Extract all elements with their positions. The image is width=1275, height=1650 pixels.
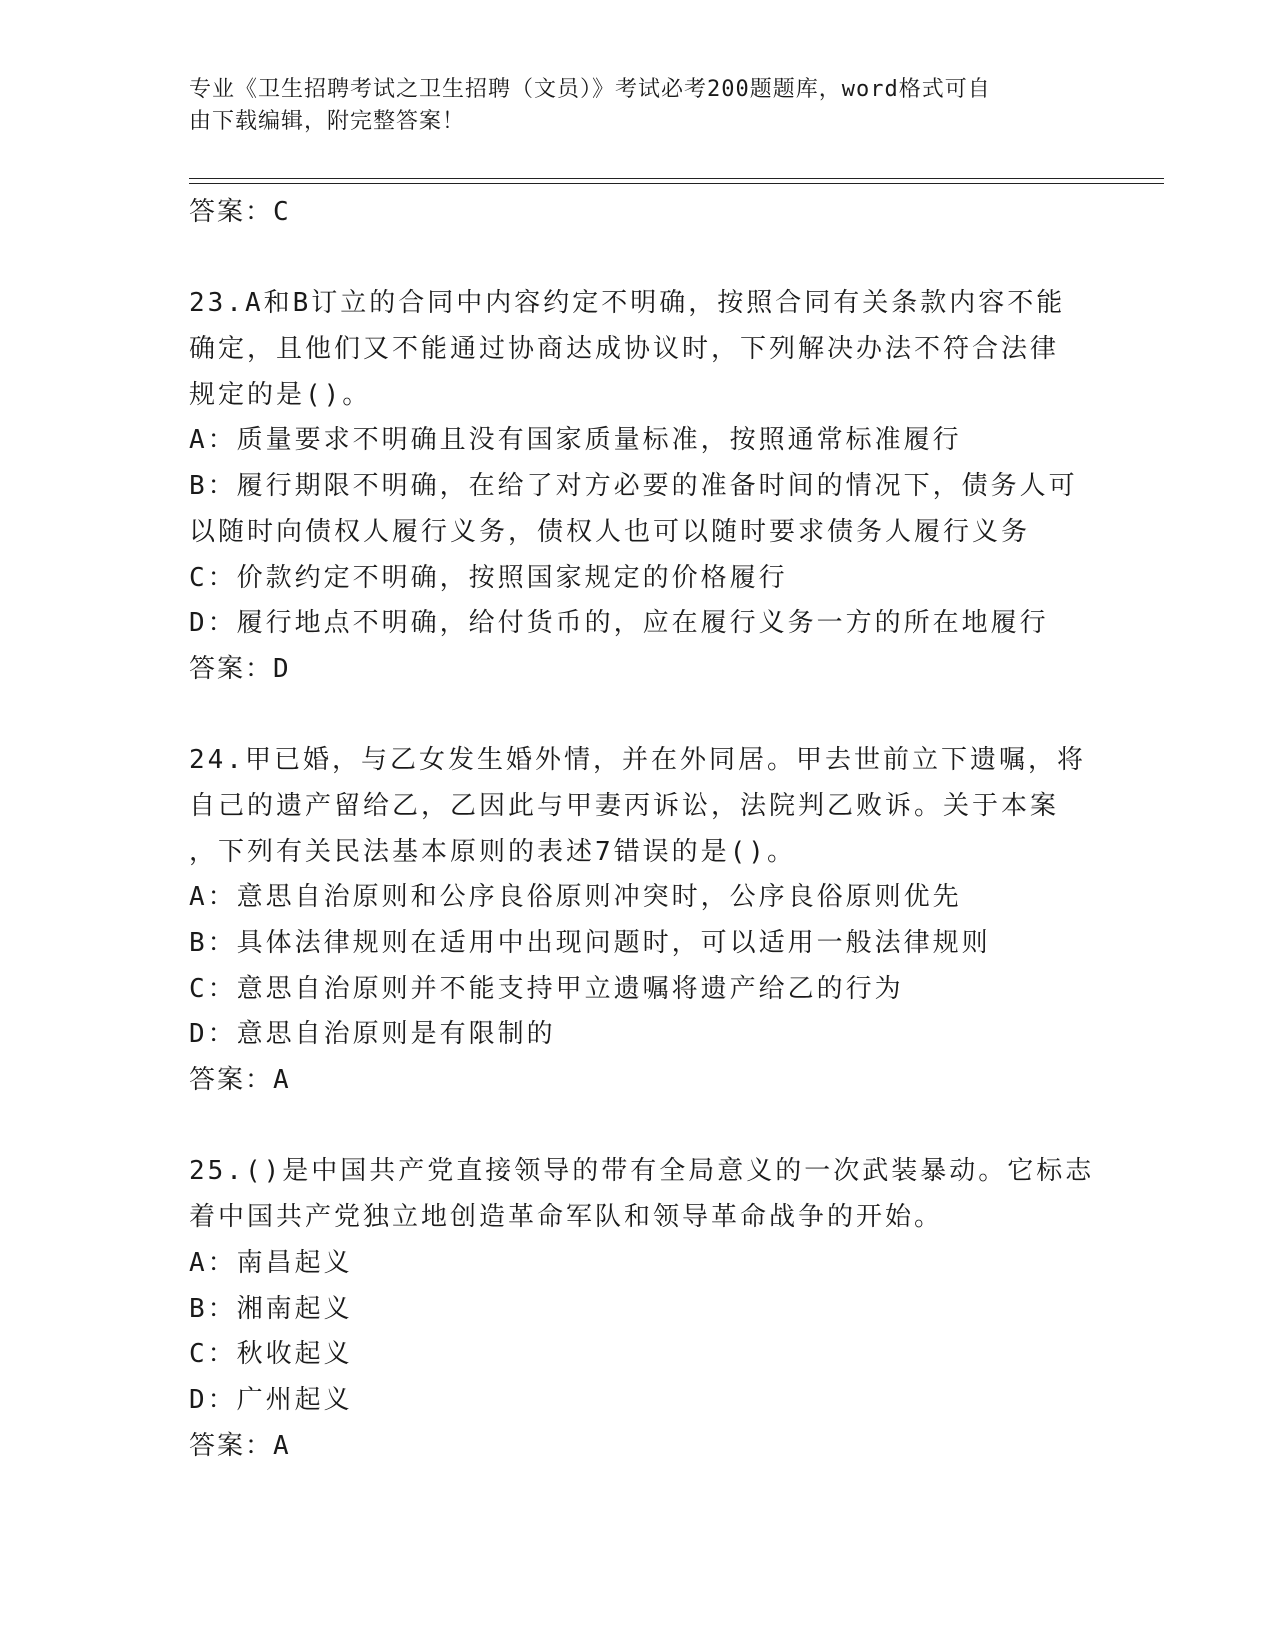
option-a: A：质量要求不明确且没有国家质量标准，按照通常标准履行 [189, 425, 962, 456]
question-stem-line: 25.()是中国共产党直接领导的带有全局意义的一次武装暴动。它标志 [189, 1156, 1095, 1187]
question-stem-line: 着中国共产党独立地创造革命军队和领导革命战争的开始。 [189, 1202, 944, 1233]
previous-answer: 答案：C [189, 197, 291, 227]
header-divider-top [189, 178, 1164, 179]
option-b: B：履行期限不明确，在给了对方必要的准备时间的情况下，债务人可 [189, 471, 1078, 502]
option-b-continued: 以随时向债权人履行义务，债权人也可以随时要求债务人履行义务 [189, 516, 1031, 547]
spacer [189, 1104, 1084, 1150]
document-body [189, 190, 1095, 1469]
question-stem-line: 规定的是()。 [189, 379, 372, 410]
option-c: C：秋收起义 [189, 1339, 353, 1370]
page-header [189, 74, 1079, 138]
question-stem-line: 24.甲已婚，与乙女发生婚外情，并在外同居。甲去世前立下遗嘱，将 [189, 745, 1086, 776]
option-c: C：价款约定不明确，按照国家规定的价格履行 [189, 562, 788, 593]
option-d: D：意思自治原则是有限制的 [189, 1019, 556, 1050]
option-d: D：履行地点不明确，给付货币的，应在履行义务一方的所在地履行 [189, 608, 1049, 639]
answer-label: 答案：D [189, 653, 291, 684]
option-a: A：意思自治原则和公序良俗原则冲突时，公序良俗原则优先 [189, 882, 962, 913]
spacer [189, 693, 1084, 739]
answer-label: 答案：A [189, 1430, 291, 1461]
question-stem-line: 自己的遗产留给乙，乙因此与甲妻丙诉讼，法院判乙败诉。关于本案 [189, 790, 1060, 821]
option-b: B：湘南起义 [189, 1293, 353, 1324]
option-b: B：具体法律规则在适用中出现问题时，可以适用一般法律规则 [189, 928, 991, 958]
option-a: A：南昌起义 [189, 1247, 353, 1278]
option-c: C：意思自治原则并不能支持甲立遗嘱将遗产给乙的行为 [189, 973, 904, 1004]
question-stem-line: 确定，且他们又不能通过协商达成协议时，下列解决办法不符合法律 [189, 334, 1060, 365]
header-divider-bottom [189, 183, 1164, 184]
question-stem-line: 23.A和B订立的合同中内容约定不明确，按照合同有关条款内容不能 [189, 288, 1066, 319]
question-block [189, 738, 1084, 1104]
spacer [189, 236, 1084, 282]
option-d: D：广州起义 [189, 1384, 353, 1415]
question-stem-line: ，下列有关民法基本原则的表述7错误的是()。 [189, 836, 796, 867]
question-block [189, 281, 1084, 692]
answer-label: 答案：A [189, 1065, 291, 1096]
header-line: 专业《卫生招聘考试之卫生招聘（文员）》考试必考200题题库，word格式可自 [189, 77, 991, 102]
question-block [189, 1149, 1095, 1469]
header-line: 由下载编辑，附完整答案！ [189, 109, 466, 134]
